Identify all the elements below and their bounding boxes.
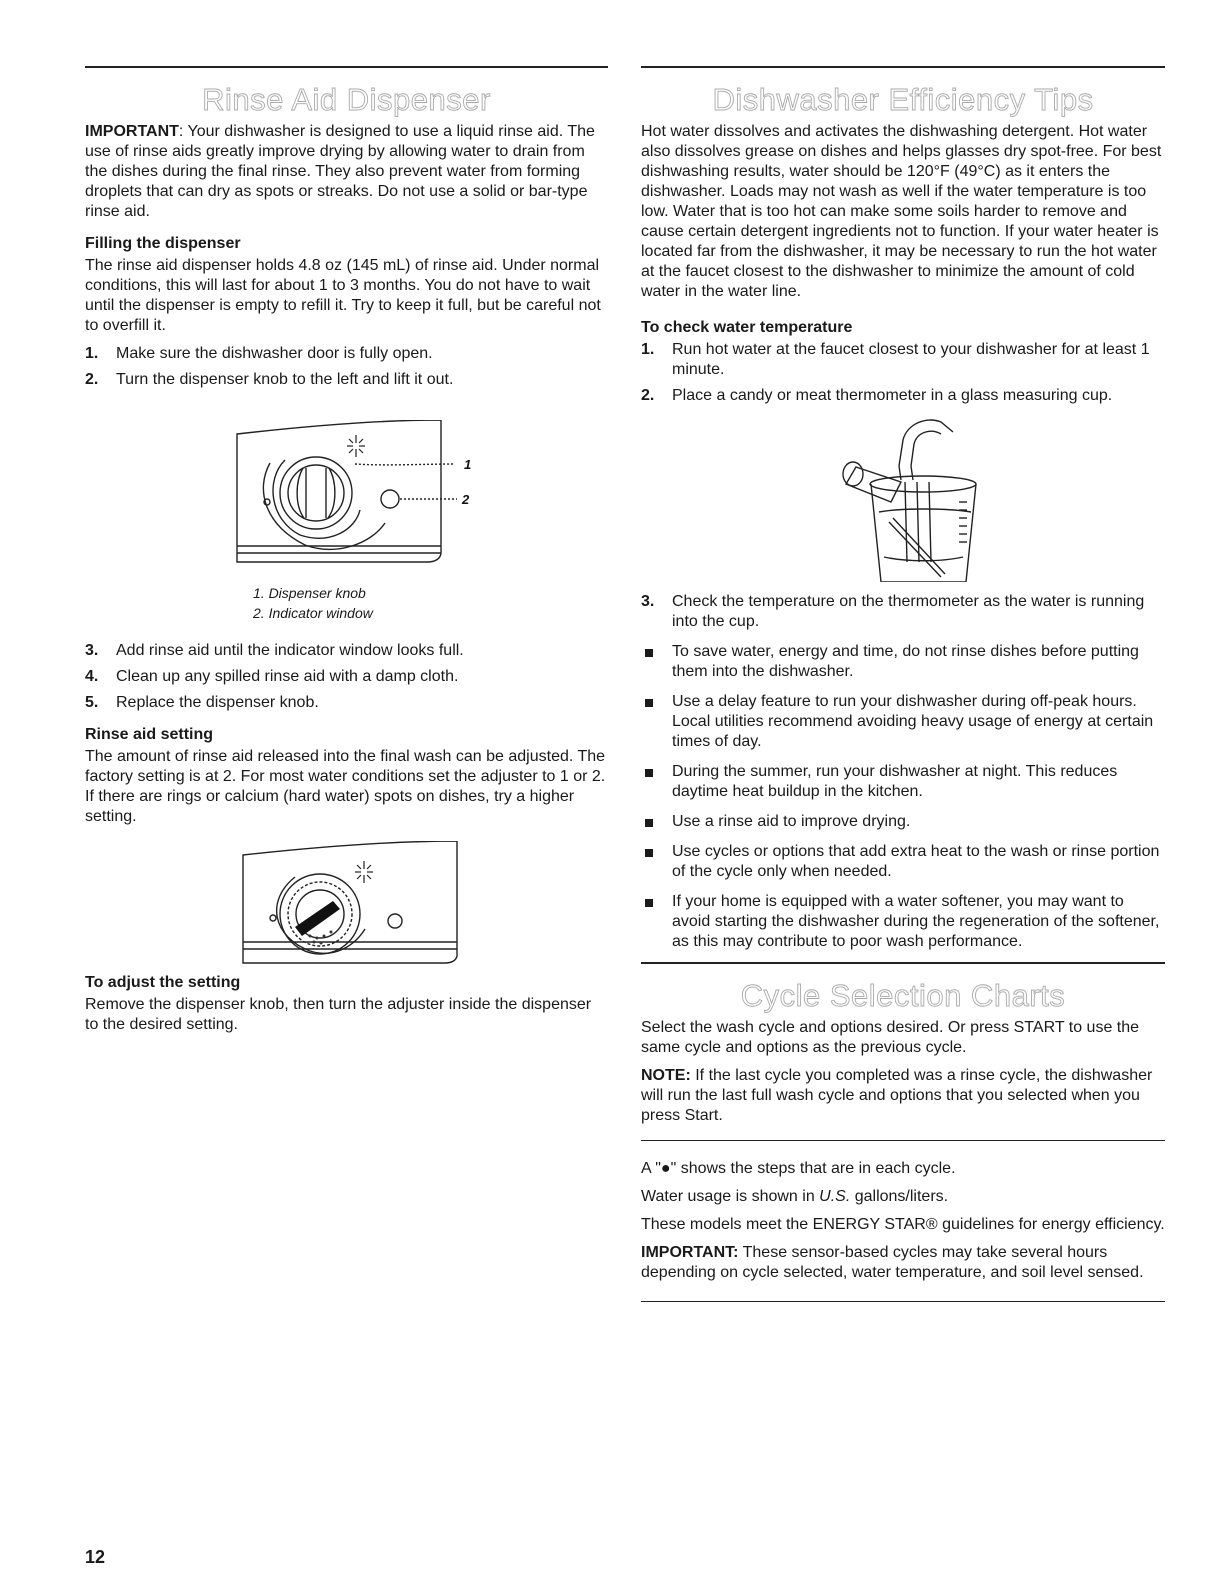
energy-star-text: These models meet the ENERGY STAR® guidelines for energy efficiency. (641, 1216, 1165, 1233)
filling-text: The rinse aid dispenser holds 4.8 oz (145 mL) of rinse aid. Under normal conditions, this will last for about 1 to 3 months. You do not have to wait until the dispenser is empty to refill it. Try to keep it full, but be careful not to overfill it. (85, 257, 601, 334)
page-number: 12 (85, 1547, 106, 1567)
rinse-aid-section (85, 66, 608, 1043)
note-label: NOTE: (641, 1067, 691, 1084)
section-rule (641, 66, 1165, 68)
bullet-icon (645, 819, 653, 827)
list-item (641, 386, 1165, 406)
list-item (85, 667, 608, 687)
step-number: 4. (85, 668, 99, 685)
cycle-section (641, 962, 1165, 1302)
adjuster-illustration (85, 841, 608, 971)
efficiency-section (641, 66, 1165, 1302)
bullet-icon (645, 699, 653, 707)
adjust-text: Remove the dispenser knob, then turn the adjuster inside the dispenser to the desired setting. (85, 996, 592, 1033)
note-text: If the last cycle you completed was a rinse cycle, the dishwasher will run the last full wash cycle and options that you selected when you press Start. (641, 1067, 1153, 1124)
check-temp-heading: To check water temperature (641, 319, 853, 336)
filling-steps-continued (85, 641, 608, 713)
step-number: 1. (85, 345, 99, 362)
check-temp-steps (641, 340, 1165, 406)
filling-heading: Filling the dispenser (85, 235, 241, 252)
intro-text: : Your dishwasher is designed to use a liquid rinse aid. The use of rinse aids greatly improve drying by allowing water to drain from the dishes during the final rinse. They also prevent water from forming droplets that can dry as spots or streaks. Do not use a solid or bar-type rinse aid. (85, 123, 595, 220)
cycle-note (641, 1066, 1165, 1126)
list-item (641, 692, 1165, 752)
step-text: Replace the dispenser knob. (116, 694, 319, 711)
important-label: IMPORTANT (85, 123, 179, 140)
setting-text: The amount of rinse aid released into the final wash can be adjusted. The factory setting is at 2. For most water conditions set the adjuster to 1 or 2. If there are rings or calcium (hard water) spots on dishes, try a higher setting. (85, 748, 606, 825)
step-number: 3. (641, 593, 655, 610)
water-prefix: Water usage is shown in (641, 1188, 820, 1205)
step-text: Turn the dispenser knob to the left and lift it out. (116, 371, 454, 388)
efficiency-intro: Hot water dissolves and activates the dishwashing detergent. Hot water also dissolves grease on dishes and helps glasses dry spot-free. For best dishwashing results, water should be 120°F (49°C) as it enters the dishwasher. Loads may not wash as well if the water temperature is too low. Water that is too hot can make some soils harder to remove and cause certain detergent ingredients not to function. If your water heater is located far from the dishwasher, it may be necessary to run the hot water at the faucet closest to the dishwasher to minimize the amount of cold water in the water line. (641, 123, 1162, 300)
bullet-icon (645, 649, 653, 657)
tip-text: To save water, energy and time, do not rinse dishes before putting them into the dishwasher. (672, 643, 1139, 680)
efficiency-tips (641, 642, 1165, 952)
section-rule (641, 962, 1165, 964)
tip-text: Use cycles or options that add extra heat to the wash or rinse portion of the cycle only when needed. (672, 843, 1160, 880)
filling-steps (85, 344, 608, 390)
bullet-icon (645, 849, 653, 857)
step-number: 2. (641, 387, 655, 404)
list-item (641, 340, 1165, 380)
list-item (641, 642, 1165, 682)
list-item (85, 344, 608, 364)
list-item (641, 812, 1165, 832)
list-item (85, 641, 608, 661)
cycle-important (641, 1243, 1165, 1283)
step-text: Add rinse aid until the indicator window looks full. (116, 642, 464, 659)
list-item (641, 762, 1165, 802)
efficiency-title: Dishwasher Efficiency Tips (712, 82, 1094, 117)
step-text: Check the temperature on the thermometer as the water is running into the cup. (672, 593, 1145, 630)
thermometer-cup-illustration (641, 412, 1165, 582)
tip-text: Use a delay feature to run your dishwasher during off-peak hours. Local utilities recommend avoiding heavy usage of energy at certain times of day. (672, 693, 1154, 750)
list-item (85, 693, 608, 713)
water-units: U.S. (819, 1188, 851, 1205)
section-rule (85, 66, 608, 68)
cycle-intro: Select the wash cycle and options desired. Or press START to use the same cycle and options as the previous cycle. (641, 1019, 1140, 1056)
water-suffix: gallons/liters. (850, 1188, 949, 1205)
setting-heading: Rinse aid setting (85, 726, 214, 743)
bullet-icon (645, 769, 653, 777)
adjust-heading: To adjust the setting (85, 974, 241, 991)
callout-1: 1 (464, 457, 472, 472)
callout-2: 2 (462, 492, 470, 507)
step-text: Clean up any spilled rinse aid with a damp cloth. (116, 668, 459, 685)
adjuster-figure (85, 841, 608, 971)
step-number: 2. (85, 371, 99, 388)
tip-text: Use a rinse aid to improve drying. (672, 813, 911, 830)
cycle-legend: A "●" shows the steps that are in each cycle. (641, 1160, 956, 1177)
rinse-aid-intro (85, 122, 608, 222)
tip-text: If your home is equipped with a water softener, you may want to avoid starting the dishwasher during the regeneration of the softener, as this may contribute to poor wash performance. (672, 893, 1160, 950)
step-number: 3. (85, 642, 99, 659)
caption-indicator-window: 2. Indicator window (253, 605, 373, 621)
step-number: 5. (85, 694, 99, 711)
rinse-aid-title: Rinse Aid Dispenser (202, 82, 491, 117)
section-rule-thin (641, 1301, 1165, 1302)
step-text: Place a candy or meat thermometer in a glass measuring cup. (672, 387, 1113, 404)
step-number: 1. (641, 341, 655, 358)
bullet-icon (645, 899, 653, 907)
caption-dispenser-knob: 1. Dispenser knob (253, 585, 366, 601)
cycle-title: Cycle Selection Charts (740, 978, 1066, 1013)
section-rule-thin (641, 1140, 1165, 1141)
step-text: Run hot water at the faucet closest to your dishwasher for at least 1 minute. (672, 341, 1150, 378)
tip-text: During the summer, run your dishwasher at night. This reduces daytime heat buildup in the kitchen. (672, 763, 1118, 800)
list-item (641, 592, 1165, 632)
dispenser-illustration (85, 420, 608, 575)
figure-captions (85, 583, 608, 623)
step-text: Make sure the dishwasher door is fully open. (116, 345, 433, 362)
important-label: IMPORTANT: (641, 1244, 739, 1261)
list-item (641, 842, 1165, 882)
dispenser-knob-figure (85, 420, 608, 575)
list-item (641, 892, 1165, 952)
list-item (85, 370, 608, 390)
thermometer-cup-figure (641, 412, 1165, 582)
important-text: These sensor-based cycles may take several hours depending on cycle selected, water temperature, and soil level sensed. (641, 1244, 1144, 1281)
water-usage (641, 1187, 1165, 1207)
